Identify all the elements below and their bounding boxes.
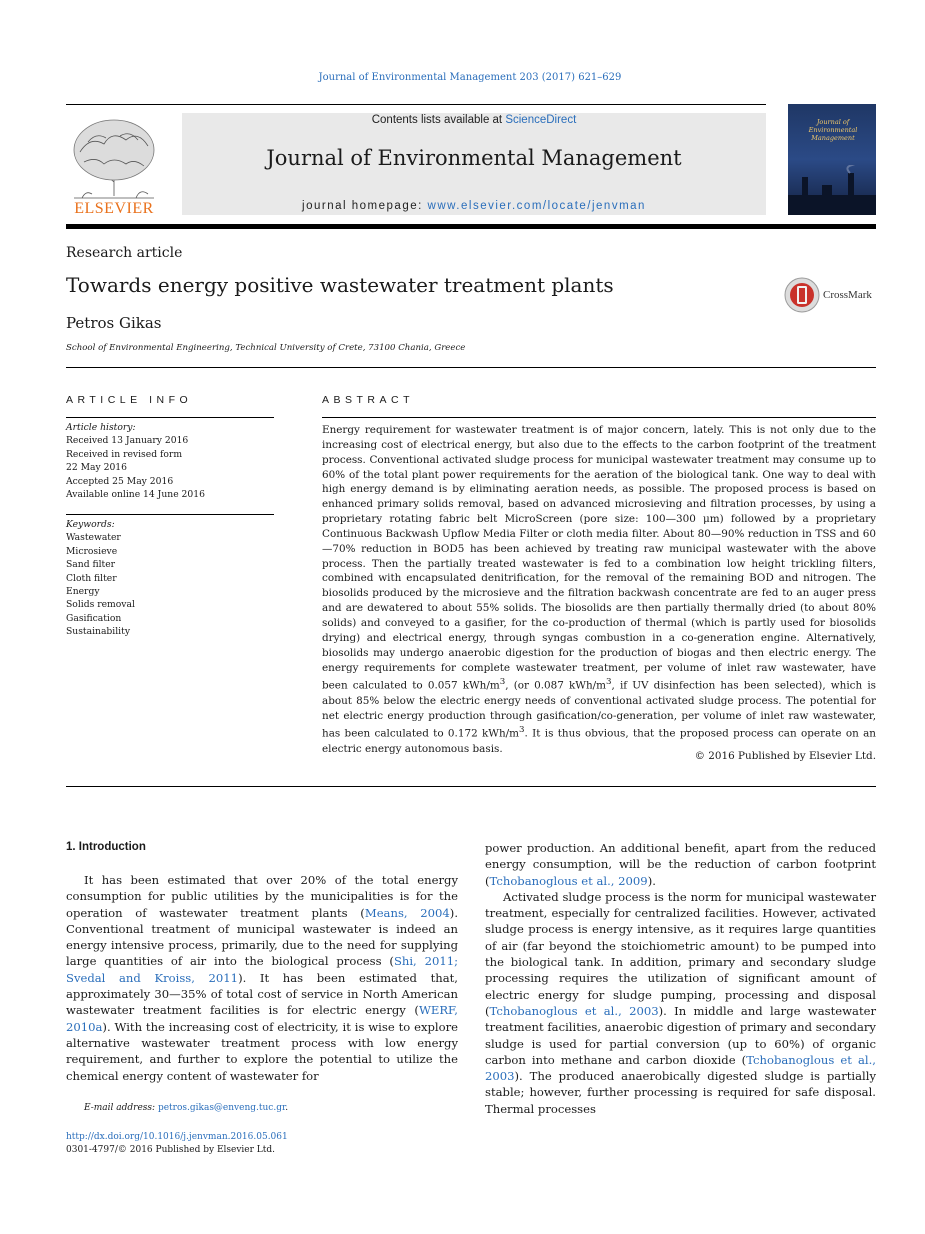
homepage-link[interactable]: www.elsevier.com/locate/jenvman — [427, 200, 646, 212]
intro-left-column — [66, 872, 458, 1084]
text: power production. An additional benefit, apart from the reduced energy consumption, will be the reduction of carbon footprint ( — [485, 841, 876, 888]
keywords-rule — [66, 514, 274, 515]
keyword: Solids removal — [66, 599, 135, 611]
reference-link[interactable]: Tchobanoglous et al., 2009 — [489, 873, 648, 888]
keyword: Microsieve — [66, 545, 118, 557]
email-end: . — [285, 1103, 289, 1113]
text: ). With the increasing cost of electricity, it is wise to explore alternative wastewater treatment process with low energy requirement, and further to explore the potential to utilize the chemical energy content of wastewater for — [66, 1019, 458, 1083]
abstract-copyright: © 2016 Published by Elsevier Ltd. — [694, 750, 876, 762]
abstract-rule — [322, 417, 876, 418]
abstract-part: . It is thus obvious, that the proposed process can operate on an electric energy autonomous basis. — [322, 727, 876, 755]
history-item: Received in revised form — [66, 448, 183, 460]
reference-link[interactable]: WERF, 2010a — [66, 1003, 458, 1034]
reference-link[interactable]: Means, 2004 — [364, 905, 450, 920]
abstract-heading: ABSTRACT — [322, 394, 415, 406]
article-type: Research article — [66, 245, 183, 261]
text: ). Conventional treatment of municipal wastewater is indeed an energy intensive process, primarily, due to the need for supplying large quantities of air into the biological process ( — [66, 905, 459, 969]
cover-title: Journal of Environmental Management — [808, 118, 858, 142]
intro-paragraph — [485, 889, 876, 1117]
abstract-text — [322, 423, 876, 757]
journal-cover-image[interactable] — [788, 104, 876, 215]
issn-copyright: 0301-4797/© 2016 Published by Elsevier Ltd. — [66, 1145, 276, 1155]
intro-right-column — [485, 840, 876, 1117]
keyword: Energy — [66, 586, 100, 598]
doi-link[interactable]: http://dx.doi.org/10.1016/j.jenvman.2016.05.061 — [66, 1132, 288, 1142]
intro-paragraph — [66, 872, 458, 1084]
superscript: 3 — [499, 677, 506, 688]
keyword: Gasification — [66, 612, 122, 624]
keyword: Sand filter — [66, 559, 116, 571]
article-title: Towards energy positive wastewater treatment plants — [66, 273, 614, 297]
title-rule — [66, 367, 876, 368]
text: ). It has been estimated that, approximately 30—35% of total cost of service in North American wastewater treatment facilities is for electric energy ( — [66, 970, 458, 1018]
keyword: Sustainability — [66, 626, 131, 638]
journal-citation-link[interactable]: Journal of Environmental Management 203 (2017) 621–629 — [318, 72, 622, 83]
abstract-bottom-rule — [66, 786, 876, 787]
contents-line — [182, 114, 766, 126]
keywords-heading: Keywords: — [66, 519, 115, 530]
keyword: Cloth filter — [66, 572, 117, 584]
contents-prefix: Contents lists available at — [371, 114, 506, 126]
text: Activated sludge process is the norm for municipal wastewater treatment, especially for centralized facilities. However, activated sludge process is energy intensive, as it requires large quantities of air (far beyond the stoichiometric amount) to be pumped into the biological tank. In addition, primary and secondary sludge processing requires the utilization of significant amount of electric energy for sludge pumping, processing and disposal ( — [485, 889, 876, 1018]
history-item: Accepted 25 May 2016 — [66, 475, 174, 487]
intro-paragraph — [485, 840, 876, 889]
abstract-part: , (or 0.087 kWh/m — [505, 679, 607, 692]
text: ). — [647, 873, 656, 888]
article-info-heading: ARTICLE INFO — [66, 394, 193, 406]
superscript: 3 — [519, 725, 525, 736]
article-history — [66, 421, 274, 501]
sciencedirect-link[interactable]: ScienceDirect — [505, 114, 577, 126]
elsevier-wordmark: ELSEVIER — [74, 200, 154, 217]
reference-link[interactable]: Tchobanoglous et al., 2003 — [489, 1003, 659, 1018]
homepage-line — [182, 200, 766, 212]
history-heading: Article history: — [66, 422, 136, 433]
author-affiliation: School of Environmental Engineering, Technical University of Crete, 73100 Chania, Greece — [66, 343, 466, 353]
crossmark-label[interactable]: CrossMark — [823, 289, 872, 301]
keywords — [66, 518, 274, 639]
email-label: E-mail address: — [84, 1103, 158, 1113]
abstract-part: , if UV disinfection has been selected), which is about 85% below the electric energy needs of conventional activated sludge process. The potential for net electric energy production through gasification/co-generation, per volume of inlet raw wastewater, has been calculated to 0.172 kWh/m — [322, 679, 876, 740]
reference-link[interactable]: Shi, 2011; Svedal and Kroiss, 2011 — [66, 954, 458, 985]
text: It has been estimated that over 20% of the total energy consumption for public utilities by the municipalities is for the operation of wastewater treatment plants ( — [66, 873, 458, 920]
top-rule — [66, 104, 766, 105]
text: ). The produced anaerobically digested sludge is partially stable; however, further processing is required for safe disposal. Thermal processes — [485, 1069, 876, 1116]
text: ). In middle and large wastewater treatment facilities, anaerobic digestion of primary and secondary sludge is used for partial conversion (up to 60%) of organic carbon into methane and carbon dioxide ( — [485, 1003, 877, 1067]
history-item: Received 13 January 2016 — [66, 435, 189, 447]
abstract-part: Energy requirement for wastewater treatment is of major concern, lately. This is not only due to the increasing cost of electrical energy, but also due to the effects to the carbon footprint of the treatment process. Conventional activated sludge process for municipal wastewater treatment may consume up to 60% of the total plant power requirements for the aeration of the biological tank. One way to deal with high energy demand is by eliminating aeration needs, as possible. The proposed process is based on enhanced primary solids removal, based on advanced microsieving and filtration processes, by using a proprietary rotating fabric belt MicroScreen (pore size: 100—300 μm) followed by a proprietary Continuous Backwash Upflow Media Filter or cloth media filter. About 80—90% reduction in TSS and 60—70% reduction in BOD5 has been achieved by treating raw municipal wastewater with the above process. Then the partially treated wastewater is fed to a combination low height trickling filters, combined with encapsulated denitrification, for the removal of the remaining BOD and nitrogen. The biosolids produced by the microsieve and the filtration backwash concentrate are fed to an auger press and are dewatered to about 55% solids. The biosolids are then partially thermally dried (to about 80% solids) and conveyed to a gasifier, for the co-production of thermal (which is partly used for biosolids drying) and electrical energy, through syngas combustion in a co-generation engine. Alternatively, biosolids may undergo anaerobic digestion for the production of biogas and then electric energy. The energy requirements for complete wastewater treatment, per volume of inlet raw wastewater, have been calculated to 0.057 kWh/m — [322, 424, 876, 692]
journal-name: Journal of Environmental Management — [266, 146, 682, 170]
email-link[interactable]: petros.gikas@enveng.tuc.gr — [157, 1103, 286, 1113]
article-info-rule — [66, 417, 274, 418]
header-thick-rule — [66, 224, 876, 229]
reference-link[interactable]: Tchobanoglous et al., 2003 — [485, 1052, 876, 1084]
superscript: 3 — [606, 677, 612, 688]
history-item: Available online 14 June 2016 — [66, 489, 205, 501]
homepage-prefix: journal homepage: — [302, 200, 428, 212]
factory-smokestack-icon — [788, 165, 876, 215]
history-item: 22 May 2016 — [66, 462, 127, 474]
introduction-heading: 1. Introduction — [66, 841, 146, 853]
author-name: Petros Gikas — [66, 314, 162, 332]
keyword: Wastewater — [66, 532, 121, 544]
footnote-email — [84, 1103, 288, 1113]
